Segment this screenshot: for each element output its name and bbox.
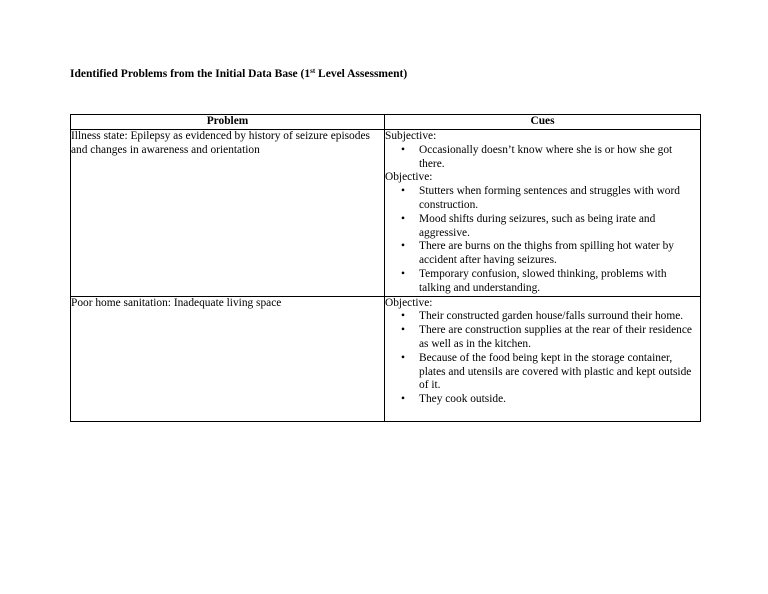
- table-header-row: [71, 115, 701, 130]
- list-item: • Occasionally doesn’t know where she is or how she got there.: [419, 144, 700, 172]
- list-item: • They cook outside.: [419, 393, 700, 407]
- cues-column-header: Cues: [385, 115, 701, 130]
- list-item: • Their constructed garden house/falls surround their home.: [419, 310, 700, 324]
- problem-column-header: Problem: [71, 115, 385, 130]
- table-row: [71, 130, 701, 297]
- objective-label: Objective:: [385, 296, 433, 309]
- title-suffix: Level Assessment): [315, 68, 408, 80]
- list-item: • Mood shifts during seizures, such as being irate and aggressive.: [419, 213, 700, 241]
- problem-cell: Illness state: Epilepsy as evidenced by history of seizure episodes and changes in awareness and orientation: [71, 130, 385, 297]
- table-row: [71, 296, 701, 421]
- list-item: • Temporary confusion, slowed thinking, problems with talking and understanding.: [419, 268, 700, 296]
- problem-cell: Poor home sanitation: Inadequate living space: [71, 296, 385, 421]
- objective-cue-list: [385, 185, 700, 295]
- list-item: • Stutters when forming sentences and struggles with word construction.: [419, 185, 700, 213]
- objective-cue-list: [385, 310, 700, 407]
- list-item: • There are construction supplies at the rear of their residence as well as in the kitchen.: [419, 324, 700, 352]
- cues-cell: [385, 130, 701, 297]
- objective-label: Objective:: [385, 171, 433, 184]
- assessment-table: [70, 114, 701, 422]
- title-superscript: st: [310, 67, 316, 75]
- title-prefix: Identified Problems from the Initial Data Base (1: [70, 68, 311, 80]
- list-item: • Because of the food being kept in the storage container, plates and utensils are covered with plastic and kept outside of it.: [419, 352, 700, 393]
- list-item: • There are burns on the thighs from spilling hot water by accident after having seizures.: [419, 240, 700, 268]
- document-title: [70, 68, 407, 80]
- subjective-label: Subjective:: [385, 130, 437, 142]
- cues-cell: [385, 296, 701, 421]
- subjective-cue-list: [385, 144, 700, 172]
